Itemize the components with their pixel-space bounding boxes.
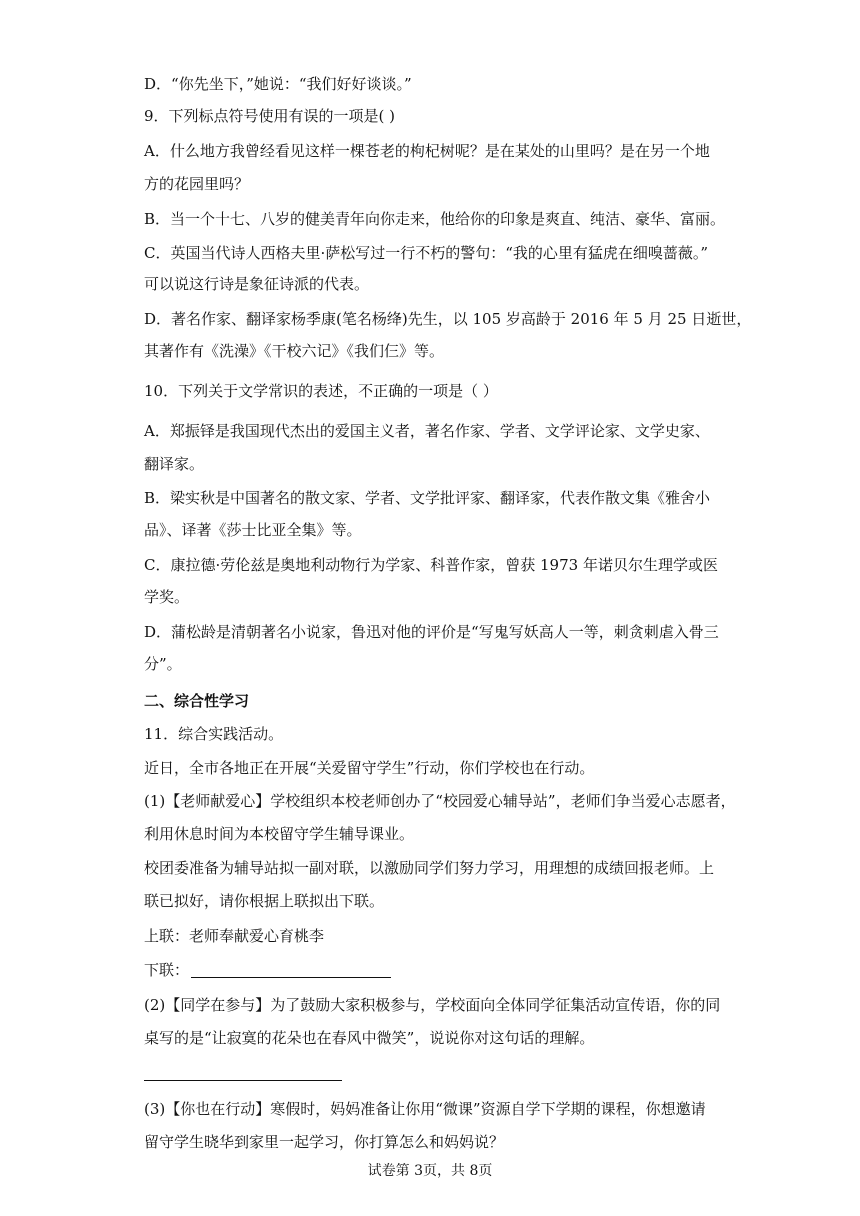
q9-option-a-line1: A．什么地方我曾经看见这样一棵苍老的枸杞树呢？是在某处的山里吗？是在另一个地 [144, 142, 710, 160]
q11-part3-line1: (3)【你也在行动】寒假时，妈妈准备让你用“微课”资源自学下学期的课程，你想邀请 [144, 1100, 706, 1118]
q10-option-b-line2: 品》、译著《莎士比亚全集》等。 [144, 521, 362, 539]
q9-option-b: B．当一个十七、八岁的健美青年向你走来，他给你的印象是爽直、纯洁、豪华、富丽。 [144, 210, 726, 228]
couplet-answer-blank[interactable] [191, 961, 391, 978]
q10-option-c-line2: 学奖。 [144, 588, 190, 606]
q11-part1-line2: 利用休息时间为本校留守学生辅导课业。 [144, 825, 415, 843]
q8-option-d: D．“你先坐下，”她说：“我们好好谈谈。” [144, 75, 412, 93]
q10-stem: 10．下列关于文学常识的表述，不正确的一项是（ ） [144, 382, 498, 400]
q11-stem: 11．综合实践活动。 [144, 725, 284, 743]
q11-intro: 近日，全市各地正在开展“关爱留守学生”行动，你们学校也在行动。 [144, 759, 595, 777]
couplet-lower-row [144, 959, 391, 981]
q10-option-d-line2: 分”。 [144, 655, 182, 673]
q10-option-c-line1: C．康拉德·劳伦兹是奥地利动物行为学家、科普作家，曾获 1973 年诺贝尔生理学或医 [144, 556, 718, 574]
q11-part3-line2: 留守学生晓华到家里一起学习，你打算怎么和妈妈说？ [144, 1133, 505, 1151]
q9-option-c-line2: 可以说这行诗是象征诗派的代表。 [144, 275, 370, 293]
q10-option-a-line2: 翻译家。 [144, 455, 205, 473]
q9-option-d-line2: 其著作有《洗澡》《干校六记》《我们仨》等。 [144, 342, 445, 360]
couplet-upper: 上联：老师奉献爱心育桃李 [144, 927, 325, 945]
q11-part2-line1: (2)【同学在参与】为了鼓励大家积极参与，学校面向全体同学征集活动宣传语，你的同 [144, 996, 721, 1014]
section-heading: 二、综合性学习 [144, 692, 250, 710]
q11-couplet-intro-line2: 联已拟好，请你根据上联拟出下联。 [144, 892, 385, 910]
q10-option-a-line1: A．郑振铎是我国现代杰出的爱国主义者，著名作家、学者、文学评论家、文学史家、 [144, 422, 710, 440]
q9-stem: 9．下列标点符号使用有误的一项是( ) [144, 107, 396, 125]
q9-option-d-line1: D．著名作家、翻译家杨季康(笔名杨绛)先生，以 105 岁高龄于 2016 年 5 月 25 日逝世， [144, 310, 752, 328]
q10-option-b-line1: B．梁实秋是中国著名的散文家、学者、文学批评家、翻译家，代表作散文集《雅舍小 [144, 489, 711, 507]
q9-option-a-line2: 方的花园里吗？ [144, 175, 250, 193]
q11-part1-line1: (1)【老师献爱心】学校组织本校老师创办了“校园爱心辅导站”，老师们争当爱心志愿者， [144, 792, 736, 810]
couplet-lower-label: 下联： [144, 961, 190, 979]
q11-couplet-intro-line1: 校团委准备为辅导站拟一副对联，以激励同学们努力学习，用理想的成绩回报老师。上 [144, 859, 715, 877]
page-footer: 试卷第 3页，共 8页 [367, 1163, 493, 1179]
part2-answer-line[interactable] [144, 1080, 342, 1081]
q10-option-d-line1: D．蒲松龄是清朝著名小说家，鲁迅对他的评价是“写鬼写妖高人一等，刺贪刺虐入骨三 [144, 623, 719, 641]
q11-part2-line2: 桌写的是“让寂寞的花朵也在春风中微笑”，说说你对这句话的理解。 [144, 1029, 595, 1047]
q9-option-c-line1: C．英国当代诗人西格夫里·萨松写过一行不朽的警句：“我的心里有猛虎在细嗅蔷薇。” [144, 244, 709, 262]
